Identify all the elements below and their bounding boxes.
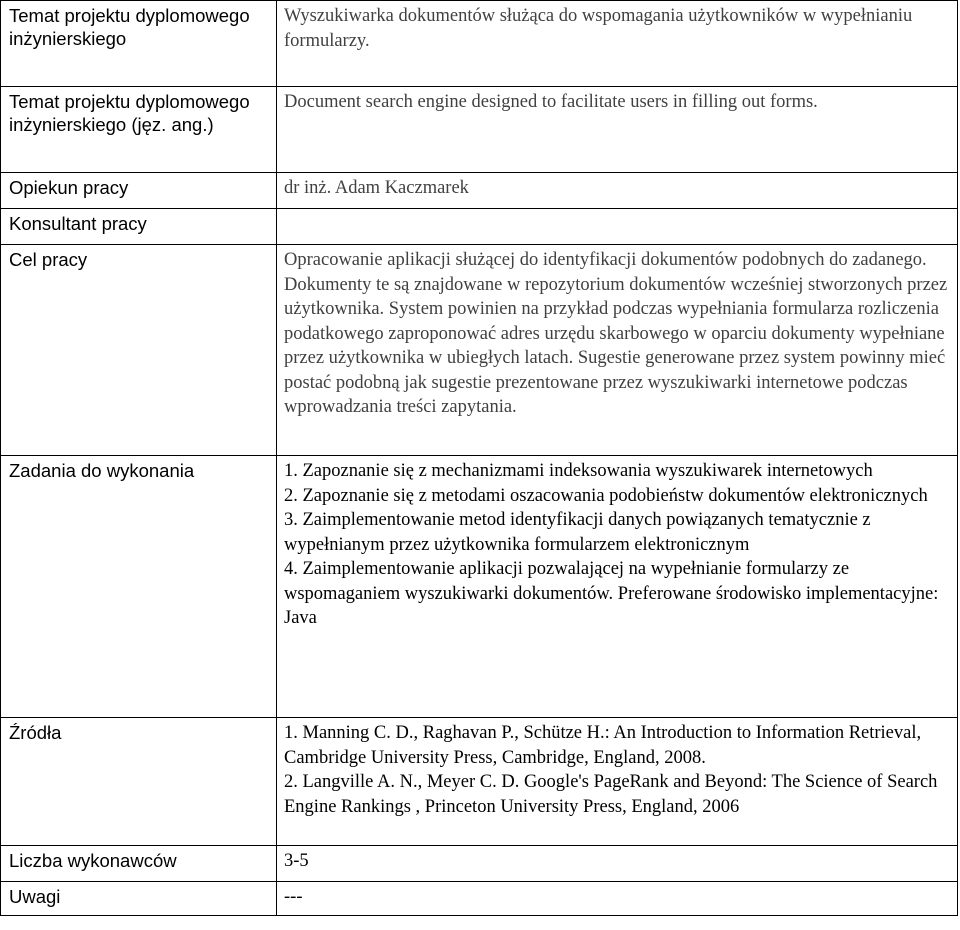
- value-uwagi: ---: [277, 882, 958, 916]
- row-zrodla: [1, 718, 958, 846]
- value-zrodla: [277, 718, 958, 846]
- value-liczba: 3-5: [277, 846, 958, 882]
- value-temat-pl: Wyszukiwarka dokumentów służąca do wspomagania użytkowników w wypełnianiu formularzy.: [277, 1, 958, 87]
- value-temat-en: Document search engine designed to facilitate users in filling out forms.: [277, 87, 958, 173]
- label-zrodla: Źródła: [1, 718, 277, 846]
- row-uwagi: [1, 882, 958, 916]
- row-cel: [1, 245, 958, 456]
- row-temat-pl: [1, 1, 958, 87]
- task-item-4: 4. Zaimplementowanie aplikacji pozwalającej na wypełnianie formularzy ze wspomaganiem wyszukiwarki dokumentów. Preferowane środowisko implementacyjne: Java: [284, 559, 939, 628]
- value-konsultant: [277, 209, 958, 245]
- value-zadania: [277, 456, 958, 718]
- source-item-1: 1. Manning C. D., Raghavan P., Schütze H.: An Introduction to Information Retrieval, Cambridge University Press, Cambridge, England, 2008.: [284, 723, 922, 768]
- row-zadania: [1, 456, 958, 718]
- label-uwagi: Uwagi: [1, 882, 277, 916]
- row-opiekun: [1, 173, 958, 209]
- value-cel: Opracowanie aplikacji służącej do identyfikacji dokumentów podobnych do zadanego. Dokumenty te są znajdowane w repozytorium dokumentów wcześniej stworzonych przez użytkownika. System powinien na przykład podczas wypełniania formularza rozliczenia podatkowego zaproponować adres urzędu skarbowego w oparciu dokumenty wypełniane przez użytkownika w ubiegłych latach. Sugestie generowane przez system powinny mieć postać podobną jak sugestie prezentowane przez wyszukiwarki internetowe podczas wprowadzania treści zapytania.: [277, 245, 958, 456]
- label-temat-en: Temat projektu dyplomowego inżynierskiego (jęz. ang.): [1, 87, 277, 173]
- label-temat-pl: Temat projektu dyplomowego inżynierskiego: [1, 1, 277, 87]
- label-konsultant: Konsultant pracy: [1, 209, 277, 245]
- source-item-2: 2. Langville A. N., Meyer C. D. Google's PageRank and Beyond: The Science of Search Engine Rankings , Princeton University Press, England, 2006: [284, 772, 938, 817]
- row-liczba: [1, 846, 958, 882]
- value-opiekun: dr inż. Adam Kaczmarek: [277, 173, 958, 209]
- task-item-3: 3. Zaimplementowanie metod identyfikacji danych powiązanych tematycznie z wypełnianym przez użytkownika formularzem elektronicznym: [284, 510, 871, 555]
- label-zadania: Zadania do wykonania: [1, 456, 277, 718]
- label-liczba: Liczba wykonawców: [1, 846, 277, 882]
- label-opiekun: Opiekun pracy: [1, 173, 277, 209]
- task-item-1: 1. Zapoznanie się z mechanizmami indeksowania wyszukiwarek internetowych: [284, 461, 873, 481]
- row-temat-en: [1, 87, 958, 173]
- row-konsultant: [1, 209, 958, 245]
- task-item-2: 2. Zapoznanie się z metodami oszacowania podobieństw dokumentów elektronicznych: [284, 485, 928, 506]
- label-cel: Cel pracy: [1, 245, 277, 456]
